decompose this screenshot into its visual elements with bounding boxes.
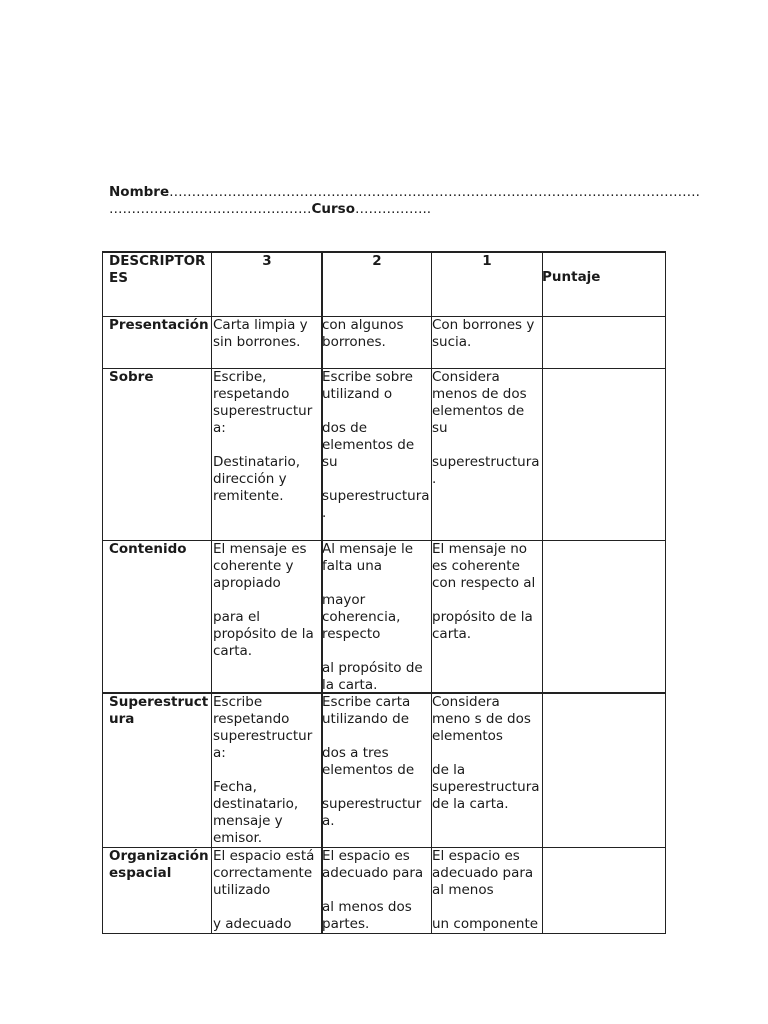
cell-text: y adecuado	[213, 916, 292, 932]
cell-organizacion-3	[213, 848, 320, 933]
cell-text: Considera meno s de dos elementos	[432, 694, 531, 744]
header-score-2: 2	[372, 253, 382, 269]
table-border-bottom	[102, 933, 666, 934]
cell-text: Al mensaje le falta una	[322, 541, 413, 574]
table-border-left	[102, 251, 103, 934]
rubric-table	[102, 251, 666, 934]
row-label-contenido: Contenido	[109, 541, 187, 557]
cell-text: El espacio está correctamente utilizado	[213, 848, 315, 898]
cell-text: El mensaje no es coherente con respecto al	[432, 541, 536, 591]
cell-text: Escribe sobre utilizand o	[322, 369, 413, 402]
cell-text: mayor coherencia, respecto	[322, 592, 401, 642]
cell-contenido-puntaje	[543, 541, 664, 692]
nombre-dots: ……………………………………………………………………………………………………….	[169, 184, 700, 200]
row-label-organizacion-espacial: Organización espacial	[109, 848, 209, 881]
cell-presentacion-puntaje	[543, 317, 664, 368]
cell-text: El mensaje es coherente y apropiado	[213, 541, 307, 591]
header-score-1: 1	[482, 253, 492, 269]
cell-text: Considera menos de dos elementos de su	[432, 369, 527, 436]
cell-text: El espacio es adecuado para	[322, 848, 424, 881]
curso-dots: ……………..	[355, 201, 432, 217]
cell-organizacion-puntaje	[543, 848, 664, 933]
nombre-label: Nombre	[109, 184, 170, 200]
cell-text: Con borrones y sucia.	[432, 317, 535, 350]
cell-text: superestructura .	[322, 488, 430, 521]
cell-contenido-1	[432, 541, 541, 692]
cell-superestructura-puntaje	[543, 694, 664, 847]
curso-line	[109, 201, 431, 217]
cell-text: al propósito de la carta.	[322, 660, 423, 692]
cell-sobre-3	[213, 369, 320, 540]
cell-text: un componente	[432, 916, 539, 932]
cell-text: de la superestructura de la carta.	[432, 762, 540, 812]
cell-presentacion-2	[322, 317, 431, 368]
cell-text: superestructura .	[432, 454, 540, 487]
row-label-sobre: Sobre	[109, 369, 154, 385]
cell-sobre-2	[322, 369, 431, 540]
cell-text: Destinatario, dirección y remitente.	[213, 454, 301, 504]
table-border-right	[665, 251, 666, 934]
cell-superestructura-1	[432, 694, 541, 847]
row-label-presentacion: Presentación	[109, 317, 209, 333]
cell-presentacion-3	[213, 317, 320, 368]
cell-text: propósito de la carta.	[432, 609, 533, 642]
cell-text: Escribe respetando superestructur a:	[213, 694, 313, 761]
cell-sobre-puntaje	[543, 369, 664, 540]
row-label-superestructura: Superestruct ura	[109, 694, 209, 727]
cell-contenido-3	[213, 541, 320, 692]
cell-text: al menos dos partes.	[322, 899, 412, 932]
cell-text: superestructur a.	[322, 796, 422, 829]
cell-text: dos a tres elementos de	[322, 745, 415, 778]
cell-text: Carta limpia y sin borrones.	[213, 317, 308, 350]
cell-superestructura-2	[322, 694, 431, 847]
cell-text: Escribe, respetando superestructur a:	[213, 369, 313, 436]
cell-text: El espacio es adecuado para al menos	[432, 848, 534, 898]
column-divider	[211, 251, 212, 934]
header-puntaje: Puntaje	[542, 269, 601, 285]
name-line	[109, 184, 700, 200]
cell-contenido-2	[322, 541, 431, 692]
cell-text: para el propósito de la carta.	[213, 609, 314, 659]
curso-label: Curso	[311, 201, 355, 217]
cell-text: Escribe carta utilizando de	[322, 694, 411, 727]
cell-presentacion-1	[432, 317, 541, 368]
cell-organizacion-1	[432, 848, 541, 933]
cell-text: Fecha, destinatario, mensaje y emisor.	[213, 779, 299, 846]
cell-text: con algunos borrones.	[322, 317, 404, 350]
header-descriptores: DESCRIPTOR ES	[109, 253, 206, 286]
cell-sobre-1	[432, 369, 541, 540]
cell-superestructura-3	[213, 694, 320, 847]
cell-organizacion-2	[322, 848, 431, 933]
header-score-3: 3	[262, 253, 272, 269]
cell-text: dos de elementos de su	[322, 420, 415, 470]
nombre-dots-continued: ………………………………………	[109, 201, 312, 217]
